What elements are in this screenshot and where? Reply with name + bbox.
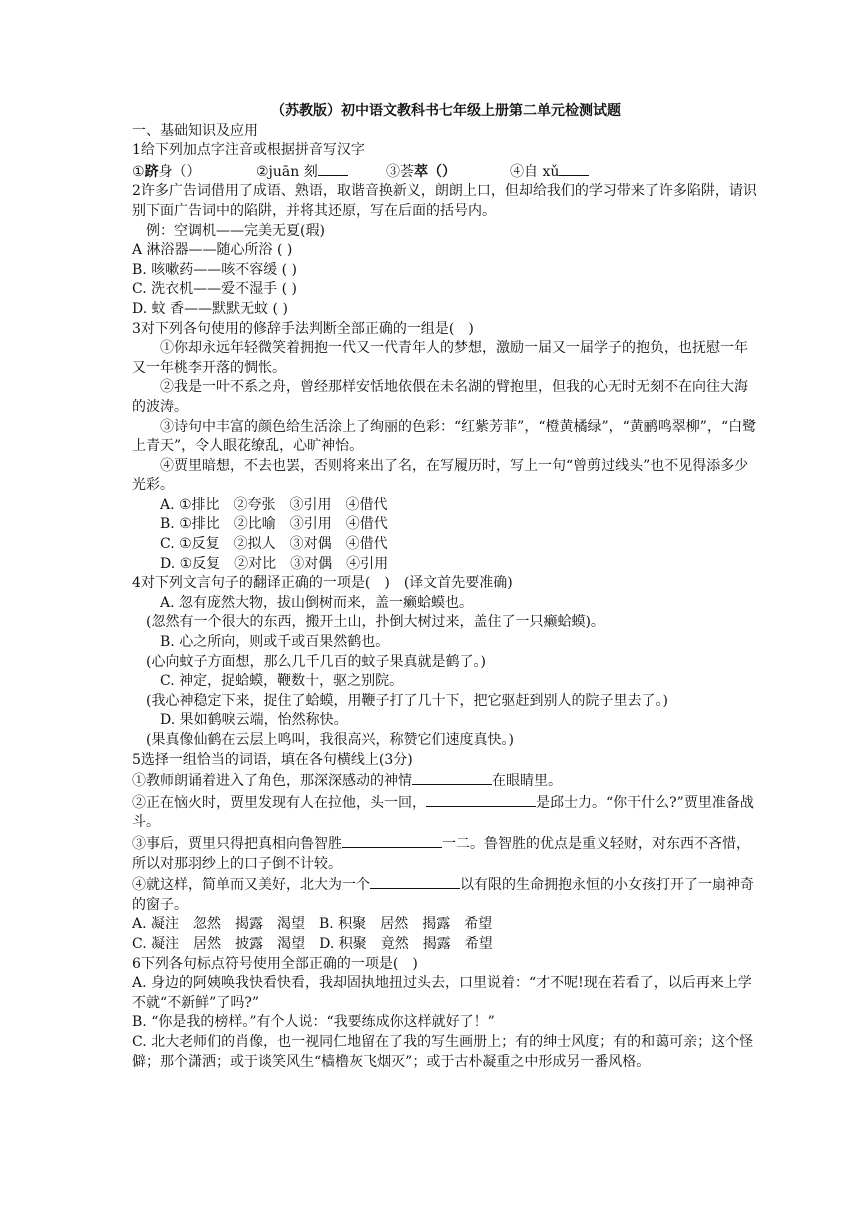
q5-sentence: ②正在恼火时，贾里发现有人在拉他，头一回， 是邱士力。“你干什么?”贾里准备战斗。 — [132, 792, 760, 833]
q4-source: C. 神定，捉蛤蟆，鞭数十，驱之别院。 — [160, 673, 404, 690]
q1-stem: 1给下列加点字注音或根据拼音写汉字 — [132, 142, 365, 159]
q1-item-b: ②juān 刻 — [256, 161, 386, 183]
q5-sentence: ①教师朗诵着进入了角色，那深深感动的神情 在眼睛里。 — [132, 770, 760, 792]
q4-translation: (果真像仙鹤在云层上鸣叫，我很高兴，称赞它们速度真快。) — [146, 732, 514, 748]
q4-source: B. 心之所向，则或千或百果然鹤也。 — [160, 634, 390, 651]
q3-option: B. ①排比 ②比喻 ③引用 ④借代 — [160, 516, 388, 533]
q3-option: A. ①排比 ②夸张 ③引用 ④借代 — [160, 496, 388, 513]
q6-stem: 6下列各句标点符号使用全部正确的一项是( ) — [132, 955, 418, 972]
q1-items — [132, 161, 760, 183]
q3-sentence: ①你却永远年轻微笑着拥抱一代又一代青年人的梦想，激励一届又一届学子的抱负，也抚慰一年又一年桃李开落的惆怅。 — [132, 340, 748, 376]
q2-item: A 淋浴器——随心所浴 ( ) — [132, 242, 293, 259]
q5-sentence: ③事后，贾里只得把真相向鲁智胜 一二。鲁智胜的优点是重义轻财，对东西不吝惜，所以对那羽纱上的口子倒不计较。 — [132, 833, 760, 874]
q4-translation: (心向蚊子方面想，那么几千几百的蚊子果真就是鹤了。) — [146, 653, 486, 670]
q3-sentence: ④贾里暗想，不去也罢，否则将来出了名，在写履历时，写上一句“曾剪过线头”也不见得添多少光彩。 — [132, 457, 749, 494]
q3-stem: 3对下列各句使用的修辞手法判断全部正确的一组是( ) — [132, 320, 474, 337]
q1-item-c: ③荟萃（） — [386, 163, 456, 180]
q5-options: A. 凝注 忽然 揭露 渴望 B. 积聚 居然 揭露 希望 — [132, 916, 493, 933]
section-heading: 一、基础知识及应用 — [132, 122, 258, 139]
q1-item-a: ①跻身（） — [132, 163, 201, 180]
q3-sentence: ③诗句中丰富的颜色给生活涂上了绚丽的色彩：“红紫芳菲”，“橙黄橘绿”，“黄鹂鸣翠柳”，“白鹭上青天”，令人眼花缭乱，心旷神怡。 — [132, 418, 757, 455]
q5-sentence: ④就这样，简单而又美好，北大为一个 以有限的生命拥抱永恒的小女孩打开了一扇神奇的窗子。 — [132, 874, 760, 915]
q6-option: C. 北大老师们的肖像，也一视同仁地留在了我的写生画册上；有的绅士风度；有的和蔼可亲；这个怪僻；那个潇洒；或于谈笑风生“樯橹灰飞烟灭”；或于古朴凝重之中形成另一番风格。 — [132, 1033, 754, 1070]
page-title: （苏教版）初中语文教科书七年级上册第二单元检测试题 — [271, 103, 621, 119]
q2-item: C. 洗衣机——爱不湿手 ( ) — [132, 281, 297, 298]
q4-source: A. 忽有庞然大物，拔山倒树而来，盖一癞蛤蟆也。 — [160, 594, 474, 611]
q5-options: C. 凝注 居然 披露 渴望 D. 积聚 竟然 揭露 希望 — [132, 935, 493, 952]
q3-option: D. ①反复 ②对比 ③对偶 ④引用 — [160, 555, 389, 572]
q2-item: D. 蚊 香——默默无蚊 ( ) — [132, 300, 288, 317]
q4-translation: (忽然有一个很大的东西，搬开土山，扑倒大树过来，盖住了一只癞蛤蟆)。 — [146, 614, 605, 631]
q4-stem: 4对下列文言句子的翻译正确的一项是( ) (译文首先要准确) — [132, 575, 513, 592]
q4-source: D. 果如鹤唳云端，怡然称快。 — [160, 712, 348, 729]
q2-item: B. 咳嗽药——咳不容缓 ( ) — [132, 261, 298, 278]
q6-option: A. 身边的阿姨唤我快看快看，我却固执地扭过头去，口里说着：“才不呢!现在若看了，以后再来上学不就“不新鲜”了吗?” — [132, 975, 752, 1011]
q4-translation: (我心神稳定下来，捉住了蛤蟆，用鞭子打了几十下，把它驱赶到别人的院子里去了。) — [146, 692, 668, 709]
q2-stem: 2许多广告词借用了成语、熟语，取谐音换新义，朗朗上口，但却给我们的学习带来了许多陷阱，请识别下面广告词中的陷阱，并将其还原，写在后面的括号内。 — [132, 183, 757, 219]
q6-option: B. “你是我的榜样。”有个人说：“我要练成你这样就好了！” — [132, 1014, 495, 1031]
q1-item-d: ④自 xǔ — [510, 164, 589, 180]
q3-sentence: ②我是一叶不系之舟，曾经那样安恬地依偎在未名湖的臂抱里，但我的心无时无刻不在向往大海的波涛。 — [132, 379, 748, 415]
q5-stem: 5选择一组恰当的词语，填在各句横线上(3分) — [132, 751, 413, 768]
q2-example: 例：空调机——完美无夏(瑕) — [146, 222, 325, 239]
q3-option: C. ①反复 ②拟人 ③对偶 ④借代 — [160, 536, 388, 553]
